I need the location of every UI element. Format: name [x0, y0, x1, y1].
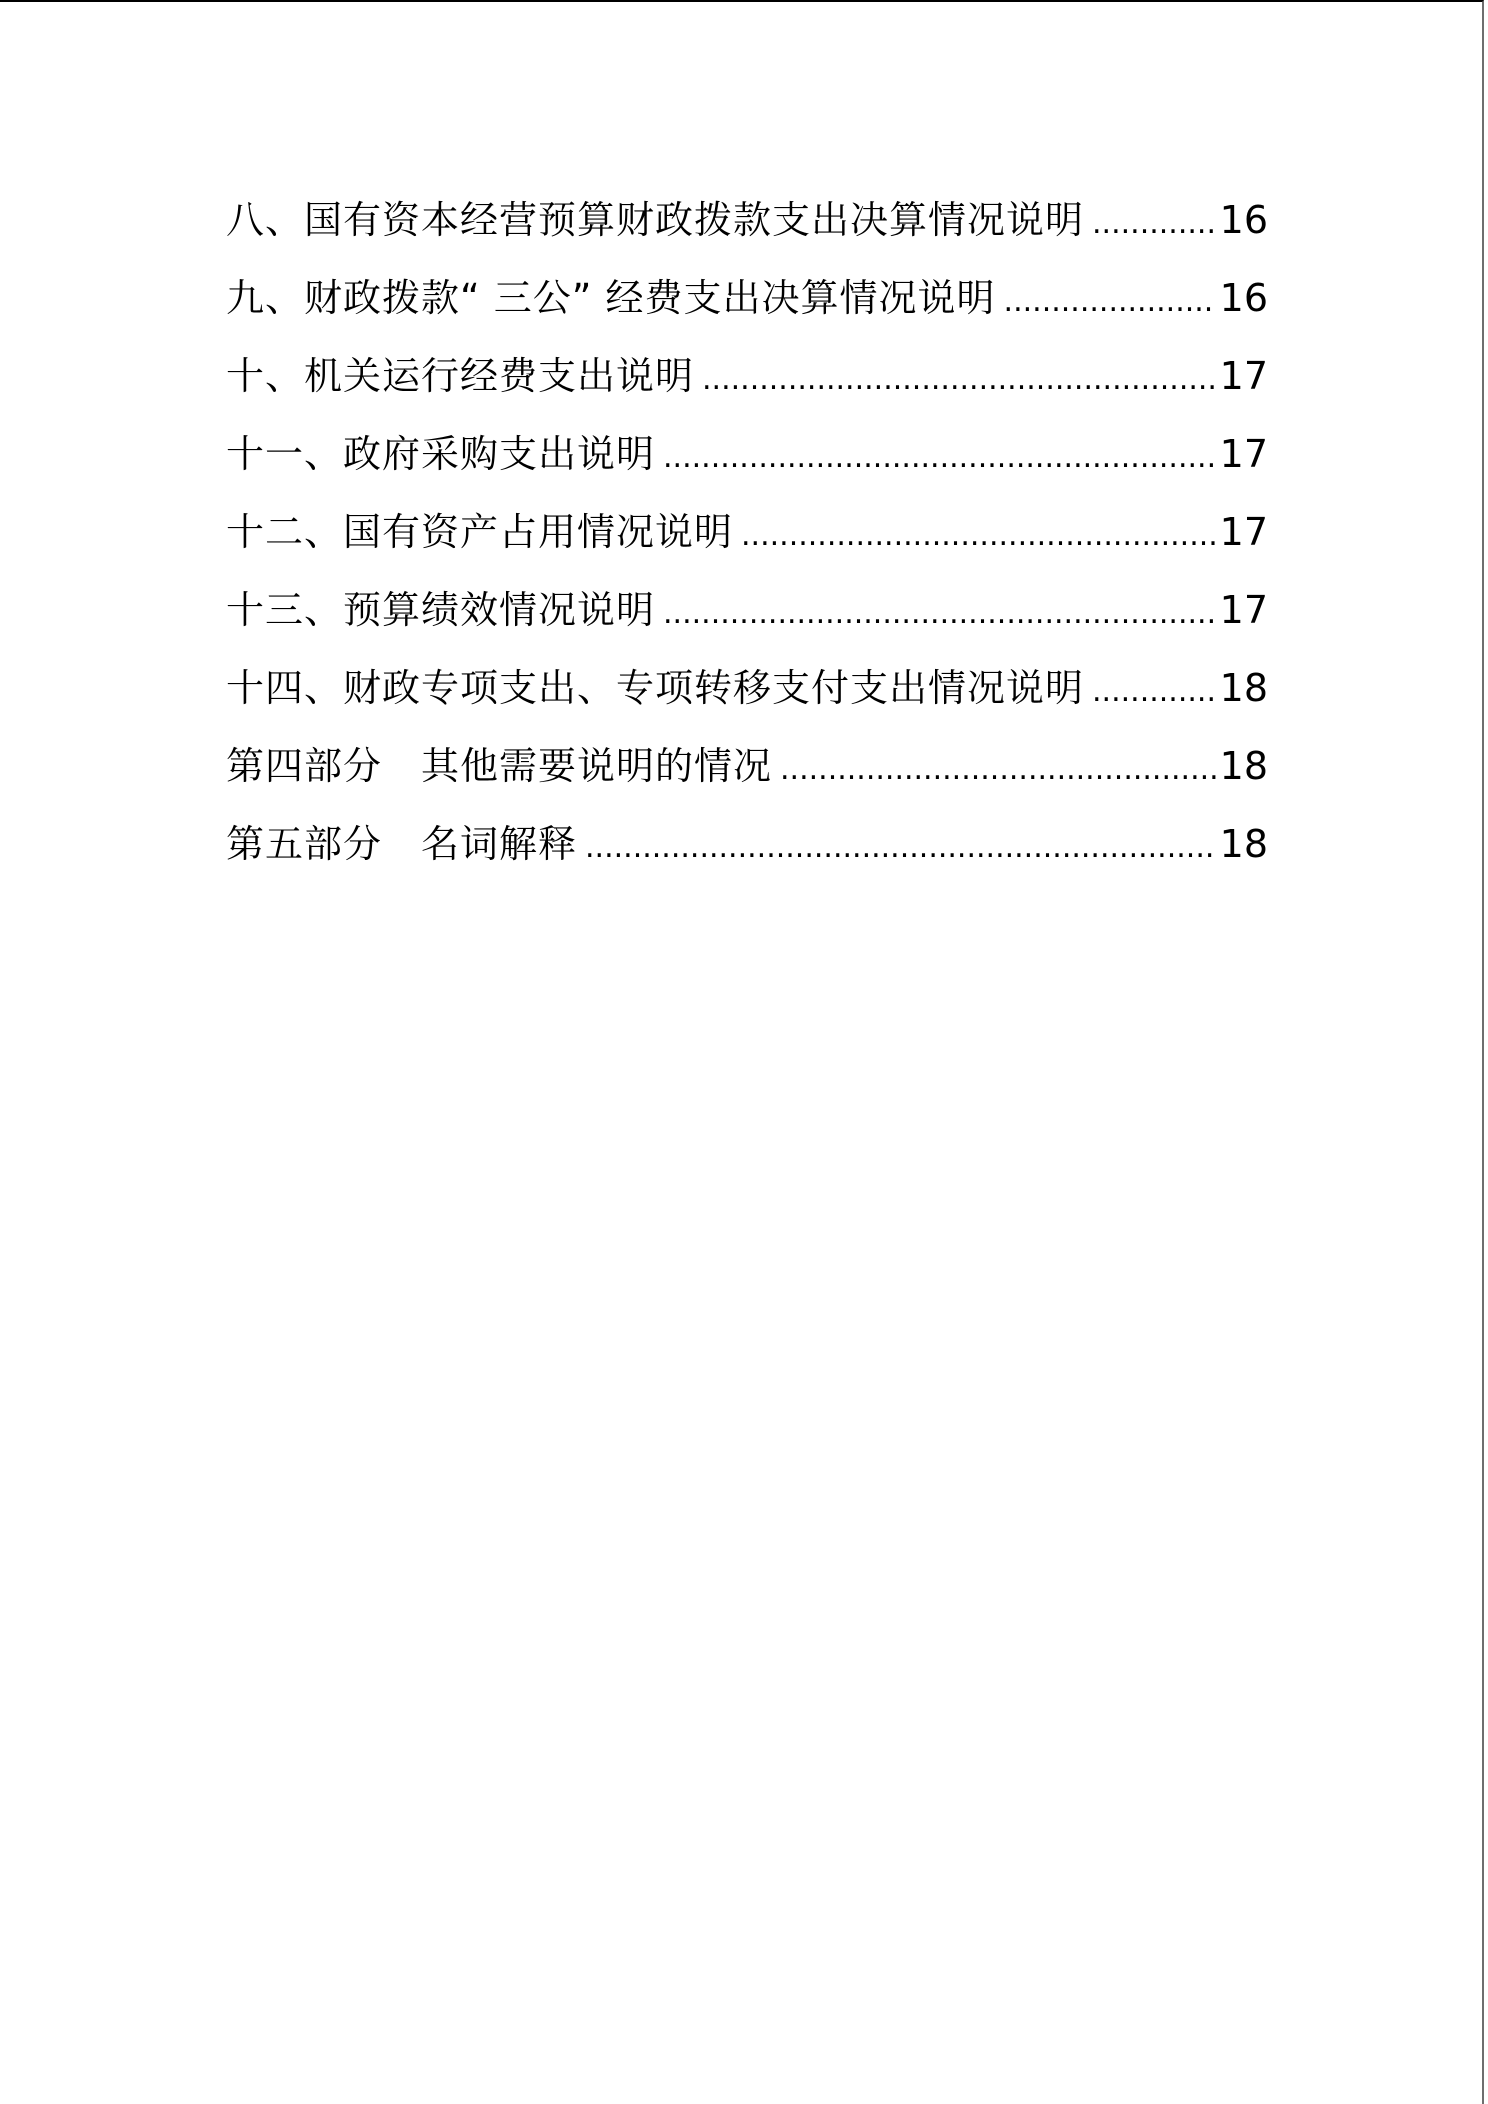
toc-entry[interactable]	[226, 734, 1268, 812]
toc-dot-leader	[585, 816, 1216, 880]
toc-entry[interactable]	[226, 188, 1268, 266]
table-of-contents	[226, 188, 1268, 890]
toc-entry[interactable]	[226, 812, 1268, 890]
toc-dot-leader	[1092, 660, 1216, 724]
toc-entry[interactable]	[226, 344, 1268, 422]
toc-dot-leader	[663, 582, 1216, 646]
toc-dot-leader	[663, 426, 1216, 490]
toc-page-number: 17	[1219, 432, 1268, 476]
toc-page-number: 18	[1219, 666, 1268, 710]
toc-page-number: 16	[1219, 276, 1268, 320]
toc-dot-leader	[780, 738, 1216, 802]
toc-dot-leader	[1092, 192, 1216, 256]
toc-dot-leader	[741, 504, 1216, 568]
toc-entry-title: 十二、国有资产占用情况说明	[226, 510, 734, 554]
toc-entry[interactable]	[226, 500, 1268, 578]
toc-entry-title: 九、财政拨款“ 三公” 经费支出决算情况说明	[226, 276, 996, 320]
toc-entry-title: 十一、政府采购支出说明	[226, 432, 656, 476]
toc-page-number: 18	[1219, 822, 1268, 866]
toc-entry-title: 八、国有资本经营预算财政拨款支出决算情况说明	[226, 198, 1085, 242]
toc-page-number: 18	[1219, 744, 1268, 788]
toc-entry-title: 第五部分 名词解释	[226, 822, 578, 866]
toc-entry[interactable]	[226, 656, 1268, 734]
toc-page-number: 17	[1219, 588, 1268, 632]
toc-entry[interactable]	[226, 266, 1268, 344]
toc-dot-leader	[1004, 270, 1216, 334]
toc-entry-title: 十、机关运行经费支出说明	[226, 354, 695, 398]
toc-page-number: 17	[1219, 510, 1268, 554]
toc-entry-title: 第四部分 其他需要说明的情况	[226, 744, 773, 788]
toc-entry[interactable]	[226, 422, 1268, 500]
toc-page-number: 17	[1219, 354, 1268, 398]
toc-entry[interactable]	[226, 578, 1268, 656]
toc-page-number: 16	[1219, 198, 1268, 242]
toc-entry-title: 十三、预算绩效情况说明	[226, 588, 656, 632]
toc-entry-title: 十四、财政专项支出、专项转移支付支出情况说明	[226, 666, 1085, 710]
toc-dot-leader	[702, 348, 1216, 412]
